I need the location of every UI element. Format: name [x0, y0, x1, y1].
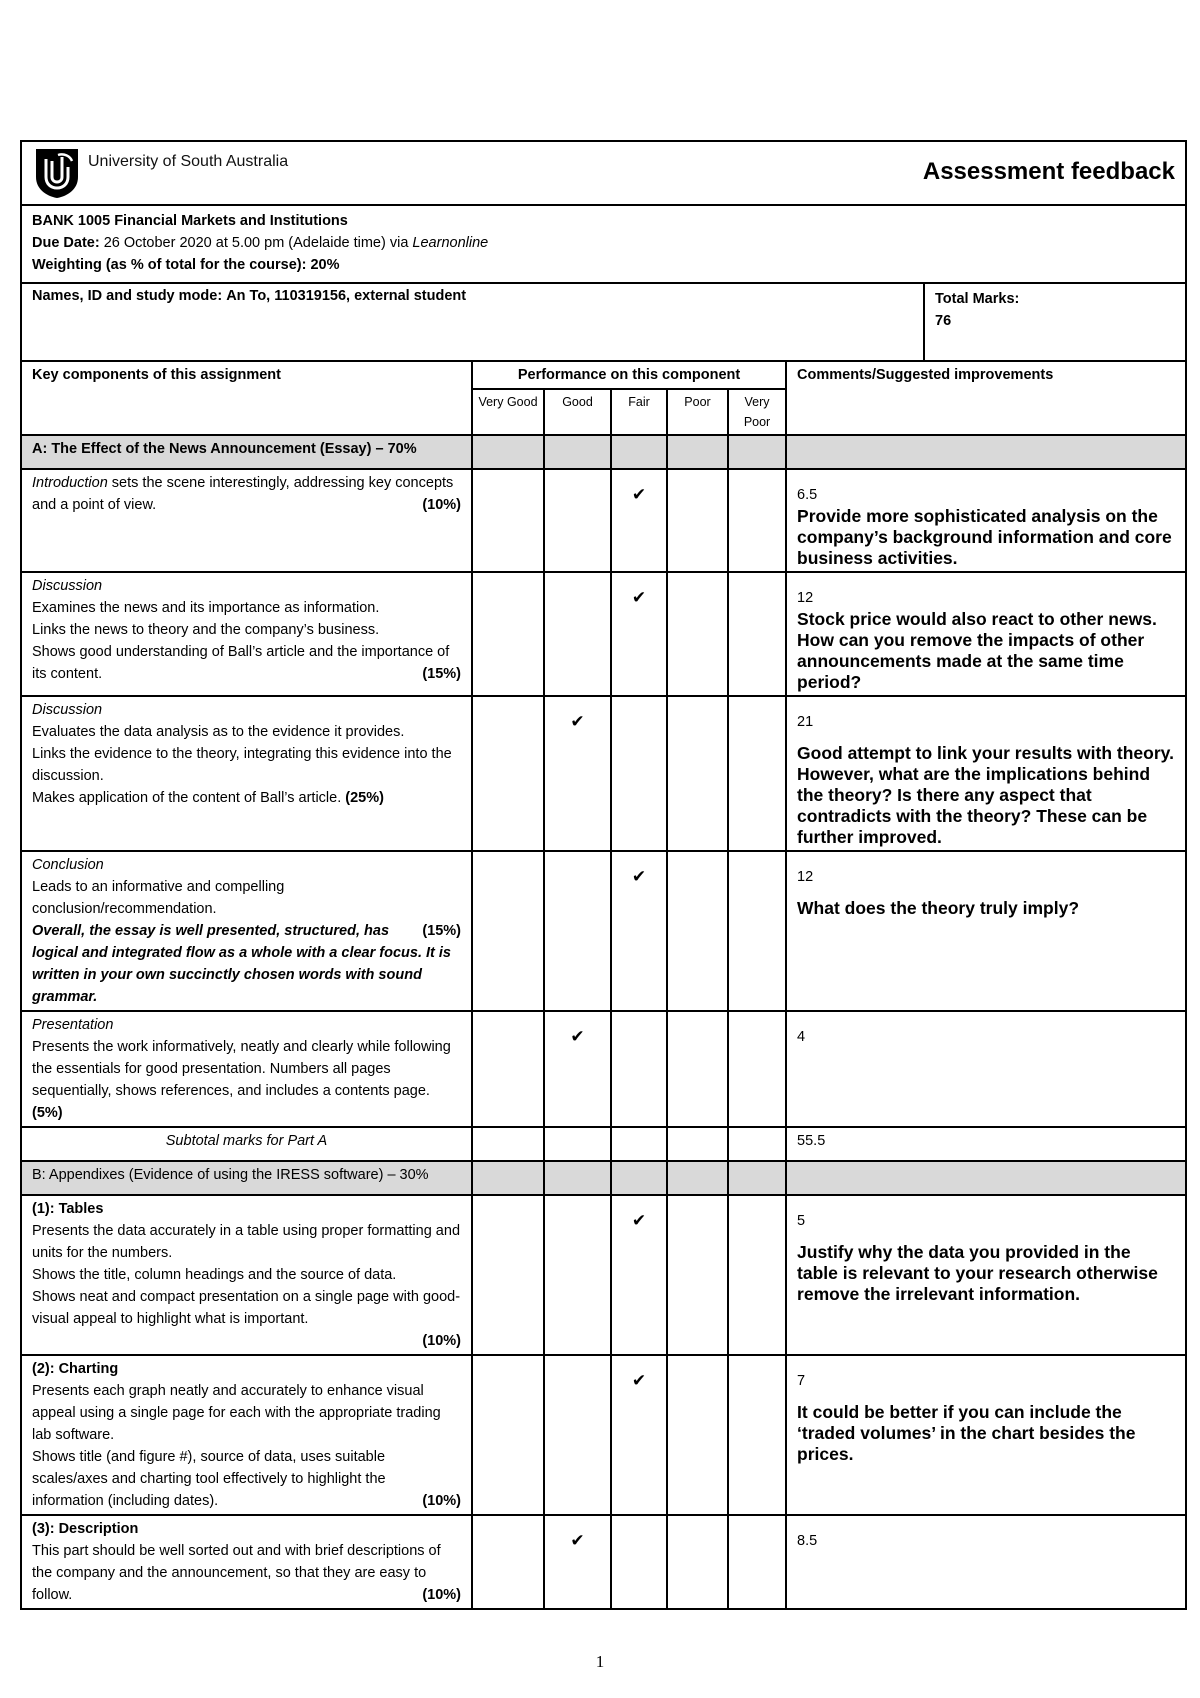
check-mark: ✔: [611, 469, 667, 572]
criterion-description: (3): Description This part should be well sorted out and with brief descriptions of the company and the announcement, so that they are easy to follow. (10%): [22, 1515, 472, 1608]
check-mark: ✔: [611, 851, 667, 1011]
table-row: [22, 1011, 1185, 1127]
names-label: Names, ID and study mode:: [32, 288, 223, 304]
rubric-table: [22, 362, 1185, 1608]
comment-cell: 12 What does the theory truly imply?: [786, 851, 1185, 1011]
col-components-header: Key components of this assignment: [22, 362, 472, 435]
comment-cell: 21 Good attempt to link your results with theory. However, what are the implications behind the theory? Is there any aspect that contradicts with the theory? These can be further improved.: [786, 696, 1185, 851]
check-mark: ✔: [544, 1011, 611, 1127]
col-comments-header: Comments/Suggested improvements: [786, 362, 1185, 435]
rubric-table-wrap: [22, 362, 1185, 1608]
section-b-header: B: Appendixes (Evidence of using the IRESS software) – 30%: [22, 1161, 1185, 1195]
page-title: Assessment feedback: [922, 158, 1175, 185]
rating-very-poor: Very Poor: [728, 389, 786, 435]
assessment-sheet: [20, 140, 1187, 1610]
criterion-charting: (2): Charting Presents each graph neatly and accurately to enhance visual appeal using a single page for each with the appropriate trading lab software. Shows title (and figure #), source of data, uses suitable scales/axes and charting tool effectively to highlight the information (including dates). (10%): [22, 1355, 472, 1515]
rating-good: Good: [544, 389, 611, 435]
rating-very-good: Very Good: [472, 389, 544, 435]
subtotal-row: [22, 1127, 1185, 1161]
check-mark: ✔: [611, 1195, 667, 1355]
criterion-tables: (1): Tables Presents the data accurately in a table using proper formatting and units for the numbers. Shows the title, column headings and the source of data. Shows neat and compact presentation on a single page with good-visual appeal to highlight what is important. (10%): [22, 1195, 472, 1355]
unisa-shield-icon: [34, 147, 80, 199]
course-info: [22, 206, 1185, 284]
due-value: 26 October 2020 at 5.00 pm (Adelaide time) via: [103, 235, 409, 251]
criterion-discussion-2: Discussion Evaluates the data analysis as to the evidence it provides. Links the evidence to the theory, integrating this evidence into the discussion. Makes application of the content of Ball’s article. (25%): [22, 696, 472, 851]
criterion-introduction: Introduction sets the scene interestingly, addressing key concepts and a point of view. (10%): [22, 469, 472, 572]
comment-cell: 6.5 Provide more sophisticated analysis on the company’s background information and core business activities.: [786, 469, 1185, 572]
weighting-label: Weighting (as % of total for the course):: [32, 257, 307, 273]
table-row: [22, 572, 1185, 696]
table-row: [22, 696, 1185, 851]
total-marks-value: 76: [935, 313, 952, 329]
comment-cell: 8.5: [786, 1515, 1185, 1608]
table-row: [22, 1195, 1185, 1355]
due-label: Due Date:: [32, 235, 100, 251]
page-number: 1: [595, 1652, 605, 1671]
criterion-discussion-1: Discussion Examines the news and its importance as information. Links the news to theory and the company’s business. Shows good understanding of Ball’s article and the importance of its content. (15%): [22, 572, 472, 696]
subtotal-value: 55.5: [786, 1127, 1185, 1161]
table-row: [22, 469, 1185, 572]
table-row: [22, 851, 1185, 1011]
check-mark: ✔: [611, 572, 667, 696]
comment-cell: 7 It could be better if you can include the ‘traded volumes’ in the chart besides the prices.: [786, 1355, 1185, 1515]
due-platform: Learnonline: [412, 235, 489, 251]
comment-cell: 4: [786, 1011, 1185, 1127]
course-name: BANK 1005 Financial Markets and Institutions: [32, 213, 348, 229]
criterion-conclusion: Conclusion Leads to an informative and compelling conclusion/recommendation. (15%) Overall, the essay is well presented, structured, has logical and integrated flow as a whole with a clear focus. It is written in your own succinctly chosen words with sound grammar.: [22, 851, 472, 1011]
comment-cell: 5 Justify why the data you provided in the table is relevant to your research otherwise remove the irrelevant information.: [786, 1195, 1185, 1355]
subtotal-label: Subtotal marks for Part A: [165, 1133, 328, 1149]
student-row: [22, 284, 1185, 362]
university-logo: [34, 147, 288, 199]
check-mark: ✔: [544, 696, 611, 851]
col-performance-header: Performance on this component: [472, 362, 786, 389]
rating-poor: Poor: [667, 389, 728, 435]
table-row: [22, 1355, 1185, 1515]
rating-fair: Fair: [611, 389, 667, 435]
table-row: [22, 1515, 1185, 1608]
check-mark: ✔: [611, 1355, 667, 1515]
weighting-value: 20%: [310, 257, 340, 273]
university-name: University of South Australia: [88, 153, 289, 170]
names-value: An To, 110319156, external student: [226, 288, 467, 304]
criterion-presentation: Presentation Presents the work informatively, neatly and clearly while following the essentials for good presentation. Numbers all pages sequentially, shows references, and includes a contents page. (5%): [22, 1011, 472, 1127]
section-a-header: A: The Effect of the News Announcement (Essay) – 70%: [22, 435, 1185, 469]
check-mark: ✔: [544, 1515, 611, 1608]
comment-cell: 12 Stock price would also react to other news. How can you remove the impacts of other announcements made at the same time period?: [786, 572, 1185, 696]
total-marks-label: Total Marks:: [935, 291, 1020, 307]
header-row: [22, 142, 1185, 206]
